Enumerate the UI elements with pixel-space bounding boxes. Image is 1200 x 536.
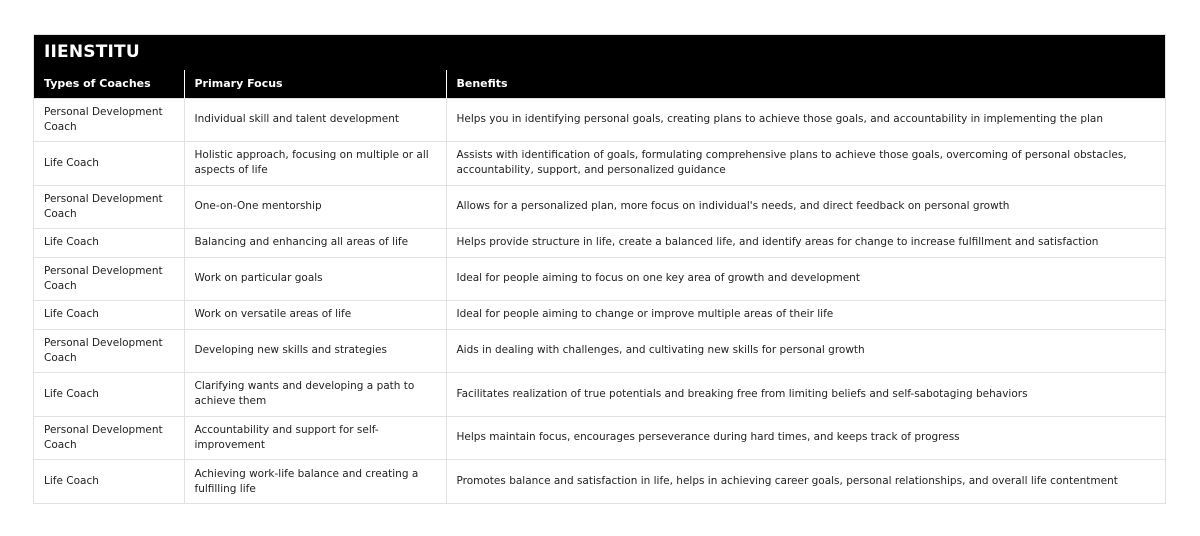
header-benefits: Benefits: [446, 70, 1165, 98]
cell-primary-focus: Work on particular goals: [184, 257, 446, 301]
cell-primary-focus: Clarifying wants and developing a path to achieve them: [184, 373, 446, 417]
cell-benefits: Helps maintain focus, encourages perseverance during hard times, and keeps track of progress: [446, 416, 1165, 460]
cell-primary-focus: Holistic approach, focusing on multiple or all aspects of life: [184, 142, 446, 186]
cell-benefits: Promotes balance and satisfaction in life, helps in achieving career goals, personal relationships, and overall life contentment: [446, 460, 1165, 504]
cell-benefits: Facilitates realization of true potentials and breaking free from limiting beliefs and self-sabotaging behaviors: [446, 373, 1165, 417]
cell-primary-focus: Accountability and support for self-improvement: [184, 416, 446, 460]
header-types-of-coaches: Types of Coaches: [34, 70, 184, 98]
cell-benefits: Ideal for people aiming to focus on one key area of growth and development: [446, 257, 1165, 301]
coach-comparison-table: [34, 70, 1165, 503]
cell-primary-focus: One-on-One mentorship: [184, 185, 446, 229]
header-primary-focus: Primary Focus: [184, 70, 446, 98]
coach-comparison-table-container: [33, 34, 1166, 504]
table-header-row: [34, 70, 1165, 98]
cell-coach-type: Personal Development Coach: [34, 329, 184, 373]
table-row: [34, 460, 1165, 504]
cell-benefits: Helps provide structure in life, create a balanced life, and identify areas for change to increase fulfillment and satisfaction: [446, 229, 1165, 258]
cell-coach-type: Personal Development Coach: [34, 98, 184, 142]
table-row: [34, 257, 1165, 301]
cell-coach-type: Life Coach: [34, 142, 184, 186]
table-row: [34, 301, 1165, 330]
cell-benefits: Helps you in identifying personal goals, creating plans to achieve those goals, and accountability in implementing the plan: [446, 98, 1165, 142]
table-row: [34, 329, 1165, 373]
table-row: [34, 98, 1165, 142]
table-row: [34, 416, 1165, 460]
cell-benefits: Aids in dealing with challenges, and cultivating new skills for personal growth: [446, 329, 1165, 373]
table-row: [34, 229, 1165, 258]
cell-benefits: Assists with identification of goals, formulating comprehensive plans to achieve those goals, overcoming of personal obstacles, accountability, support, and personalized guidance: [446, 142, 1165, 186]
cell-primary-focus: Work on versatile areas of life: [184, 301, 446, 330]
cell-coach-type: Life Coach: [34, 460, 184, 504]
cell-primary-focus: Developing new skills and strategies: [184, 329, 446, 373]
cell-coach-type: Personal Development Coach: [34, 416, 184, 460]
cell-coach-type: Life Coach: [34, 229, 184, 258]
cell-primary-focus: Individual skill and talent development: [184, 98, 446, 142]
table-row: [34, 185, 1165, 229]
cell-coach-type: Life Coach: [34, 373, 184, 417]
cell-benefits: Allows for a personalized plan, more focus on individual's needs, and direct feedback on personal growth: [446, 185, 1165, 229]
cell-coach-type: Personal Development Coach: [34, 185, 184, 229]
table-row: [34, 373, 1165, 417]
cell-benefits: Ideal for people aiming to change or improve multiple areas of their life: [446, 301, 1165, 330]
table-row: [34, 142, 1165, 186]
cell-primary-focus: Balancing and enhancing all areas of life: [184, 229, 446, 258]
cell-coach-type: Personal Development Coach: [34, 257, 184, 301]
cell-primary-focus: Achieving work-life balance and creating a fulfilling life: [184, 460, 446, 504]
brand-title: IIENSTITU: [34, 35, 1165, 70]
cell-coach-type: Life Coach: [34, 301, 184, 330]
